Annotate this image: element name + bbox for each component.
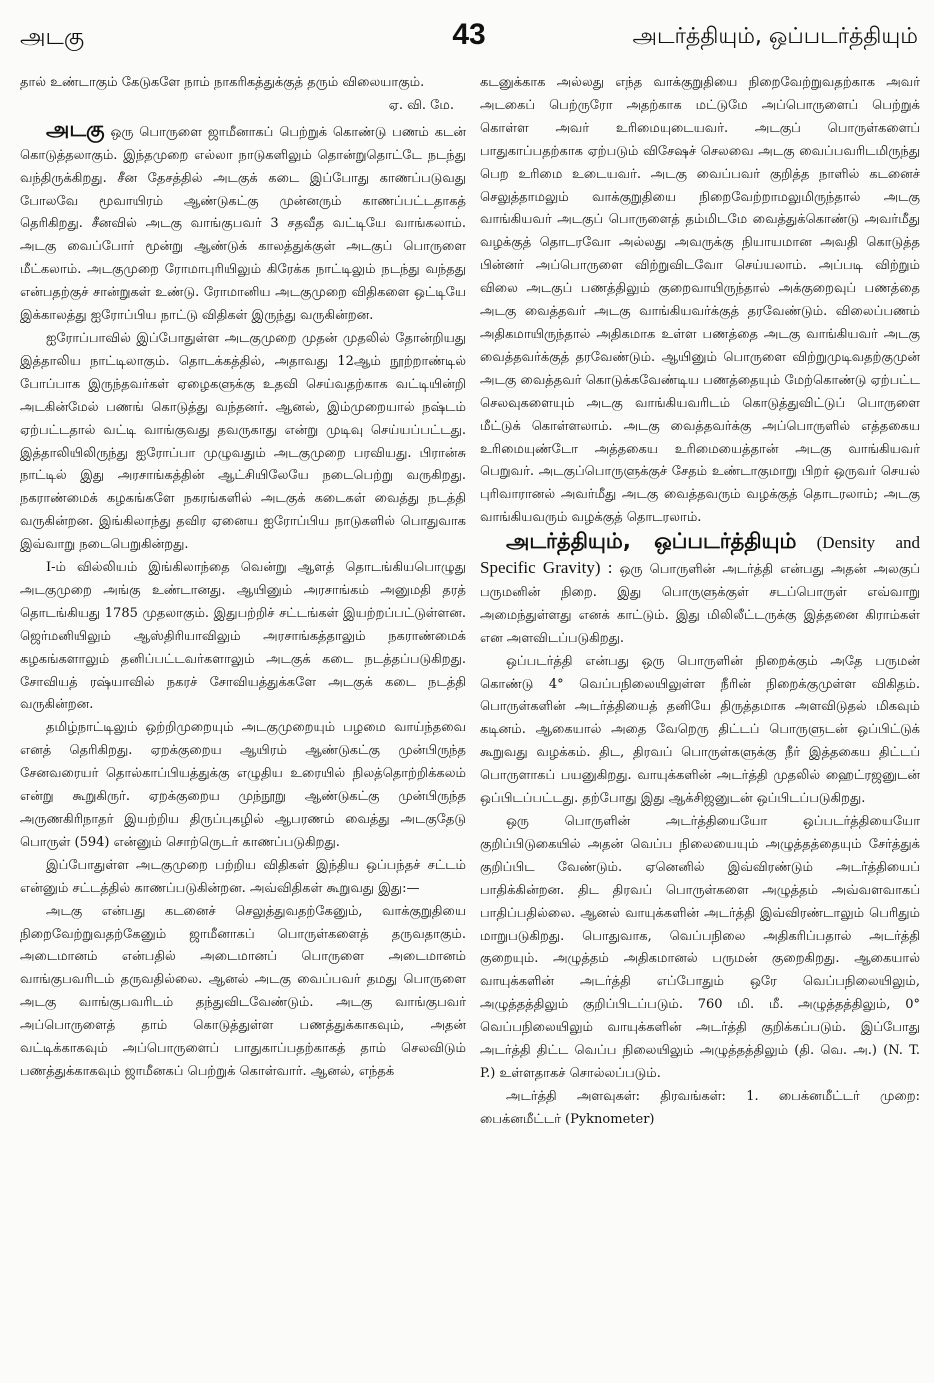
- paragraph: தமிழ்நாட்டிலும் ஒற்றிமுறையும் அடகுமுறையும் பழமை வாய்ந்தவை எனத் தெரிகிறது. ஏறக்குறைய ஆயிரம் ஆண்டுகட்கு முன்பிருந்த சேனவரையர் தொல்காப்பியத்துக்கு எழுதிய உரையில் நிலத்தொற்றிக்கலம் என்று கூறுகிருர். ஏறக்குறைய முந்நூறு ஆண்டுகட்கு முன்பிருந்த அருணகிரிநாதர் இயற்றிய திருப்புகழில் ஆபரணம் வைத்து அடகுதேடு பொருள் (594) என்னும் சொற்ருெடர் காணப்படுகிறது.: [20, 720, 466, 850]
- page-number: 43: [452, 18, 486, 51]
- header-right-keyword: அடர்த்தியும், ஒப்படர்த்தியும்: [632, 24, 918, 49]
- paragraph: அடர்த்தி அளவுகள்: திரவங்கள்: 1. பைக்னமீட்டர் முறை: பைக்னமீட்டர் (Pyknometer): [480, 1088, 920, 1127]
- entry-title-english: (Density and Specific Gravity) :: [480, 533, 920, 578]
- paragraph: ஒரு பொருளை ஜாமீனாகப் பெற்றுக் கொண்டு பணம் கடன் கொடுத்தலாகும். இந்தமுறை எல்லா நாடுகளிலும் தொன்றுதொட்டே நடந்து வந்திருக்கிறது. சீன தேசத்தில் அடகுக் கடை இப்போது காணப்படுவது போலவே மூவாயிரம் ஆண்டுகட்கு முன்னரும் காணப்பட்டதாகத் தெரிகிறது. சீனவில் அடகு வாங்குபவர் 3 சதவீத வட்டியே வாங்கலாம். அடகு வைப்போர் மூன்று ஆண்டுக் காலத்துக்குள் அடகுப் பொருளை மீட்கலாம். அடகுமுறை ரோமாபுரியிலும் கிரேக்க நாட்டிலும் நடந்து வந்தது என்பதற்குச் சான்றுகள் உண்டு. ரோமானிய அடகுமுறை விதிகளை ஒட்டியே இக்காலத்து ஐரோப்பிய நாட்டு விதிகள் இருந்து வருகின்றன.: [20, 124, 467, 324]
- left-column: [20, 72, 466, 1084]
- paragraph: கடனுக்காக அல்லது எந்த வாக்குறுதியை நிறைவேற்றுவதற்காக அவர் அடகைப் பெற்ருரோ அதற்காக மட்டுமே அப்பொருளைப் பெற்றுக் கொள்ள அவர் உரிமையுடையவர். அடகுப் பொருள்களைப் பாதுகாப்பதற்காக ஏற்படும் விசேஷச் செலவை அடகு வைப்பவரிடமிருந்து பெற உரிமை உடையவர். அடகு வைப்பவர் குறித்த நாளில் கடனைச் செலுத்தாமலும் வாக்குறுதியை நிறைவேற்றாமலுமிருந்தால் அடகு வாங்கியவர் அடகுப் பொருளைத் தம்மிடமே வைத்துக்கொண்டு அவர்மீது வழக்குத் தொடரவோ அல்லது அவருக்கு நியாயமான அவதி கொடுத்த பின்னர் அப்பொருளை விற்றுவிடவோ செய்யலாம். அப்படி விற்றும் விலை அடகுப் பணத்திலும் குறைவாயிருந்தால் அக்குறைவுப் பணத்தை அடகு வைத்தவர் அடகு வாங்கியவர்க்குத் தரவேண்டும். விலைப்பணம் அதிகமாயிருந்தால் அதிகமாக உள்ள பணத்தை அடகு வாங்கியவர் அடகு வைத்தவர்க்குத் தரவேண்டும். ஆயினும் பொருளை விற்றுமுடிவதற்குமுன் அடகு வைத்தவர் கொடுக்கவேண்டிய பணத்தையும் மேற்கொண்டு ஏற்பட்ட செலவுகளையும் அடகு வாங்கியவரிடம் கொடுத்துவிட்டுப் பொருளை மீட்டுக் கொள்ளலாம். அடகு வைத்தவர்க்கு அப்பொருளில் எத்தகைய உரிமையுண்டோ அத்தகைய உரிமையைத்தான் அடகு வாங்கியவர் பெறுவர். அடகுப்பொருளுக்குச் சேதம் உண்டாகுமாறு பிறர் ஒருவர் செயல் புரிவாரானல் அவர்மீது அடகு வைத்தவரும் வழக்குத் தொடரலாம்; அடகு வாங்கியவரும் வழக்குத் தொடரலாம்.: [480, 75, 920, 526]
- paragraph: ஒப்படர்த்தி என்பது ஒரு பொருளின் நிறைக்கும் அதே பருமன் கொண்டு 4° வெப்பநிலையிலுள்ள நீரின் நிறைக்குமுள்ள விகிதம். பொருள்களின் அடர்த்தியைத் தனியே திருத்தமாக அளவிடுதல் மிகவும் கடினம். ஆகையால் அதை வேறெரு திட்டப் பொருளுடன் ஒப்பிட்டுக் கூறுவது வழக்கம். திட, திரவப் பொருள்களுக்கு நீர் இத்தகைய திட்டப் பொருளாகப் பயனுகிறது. வாயுக்களின் அடர்த்தி முதலில் ஹைட்ரஜனுடன் ஒப்பிடப்பட்டது. தற்போது இது ஆக்சிஜனுடன் ஒப்பிடப்படுகிறது.: [480, 653, 920, 807]
- header-left-keyword: அடகு: [20, 24, 85, 50]
- author-initials: ஏ. வி. மே.: [388, 97, 454, 113]
- paragraph: இப்போதுள்ள அடகுமுறை பற்றிய விதிகள் இந்திய ஒப்பந்தச் சட்டம் என்னும் சட்டத்தில் காணப்படுகின்றன. அவ்விதிகள் கூறுவது இது:—: [20, 857, 466, 896]
- page-header: [20, 18, 918, 58]
- entry-title: அடர்த்தியும், ஒப்படர்த்தியும்: [506, 529, 797, 554]
- paragraph: தால் உண்டாகும் கேடுகளே நாம் நாகரிகத்துக்குத் தரும் விலையாகும்.: [20, 75, 425, 90]
- entry-adagu: [20, 118, 466, 328]
- right-column: [480, 72, 920, 1132]
- paragraph: ஒரு பொருளின் அடர்த்தி என்பது அதன் அலகுப் பருமனின் நிறை. இது பொருளுக்குள் சடப்பொருள் எவ்வாறு அமைந்துள்ளது எனக் காட்டும். இது மிலிலீட்டருக்கு இத்தனை கிராம்கள் என அளவிடப்படுகிறது.: [480, 562, 920, 646]
- entry-title: அடகு: [46, 116, 105, 141]
- paragraph: ஐரோப்பாவில் இப்போதுள்ள அடகுமுறை முதன் முதலில் தோன்றியது இத்தாலிய நாட்டிலாகும். தொடக்கத்தில், அதாவது 12ஆம் நூற்றாண்டில் போப்பாக இருந்தவர்கள் ஏழைகளுக்கு உதவி செய்வதற்காக வட்டியின்றி அடகின்மேல் பணங் கொடுத்து வந்தனர். ஆனல், இம்முறையால் நஷ்டம் ஏற்பட்டதால் வட்டி வாங்குவது தவருகாது என்று முடிவு செய்யப்பட்டது. இத்தாலியிலிருந்து ஐரோப்பா முழுவதும் அடகுமுறை பரவியது. பிரான்சு நாட்டில் இது அரசாங்கத்தின் ஆட்சியிலேயே நடைபெற்று வருகிறது. நகராண்மைக் கழகங்களே நகரங்களில் அடகுக் கடைகள் வைத்து நடத்தி வருகின்றன. இங்கிலாந்து தவிர ஏனைய ஐரோப்பிய நாடுகளில் பொதுவாக இவ்வாறு நடைபெறுகின்றது.: [20, 330, 466, 553]
- paragraph: அடகு என்பது கடனைச் செலுத்துவதற்கேனும், வாக்குறுதியை நிறைவேற்றுவதற்கேனும் ஜாமீனாகப் பொருள்களைத் தருவதாகும். அடைமானம் என்பதில் அடைமானப் பொருளை அடைமானம் வாங்குபவரிடம் தருவதில்லை. ஆனல் அடகு வைப்பவர் தமது பொருளை அடகு வாங்குபவரிடம் தந்துவிடவேண்டும். அடகு வாங்குபவர் அப்பொருளைத் தாம் கொடுத்துள்ள பணத்துக்காகவும், அதன் வட்டிக்காகவும் அப்பொருளைப் பாதுகாப்பதற்காகத் தாம் செலவிடும் பணத்துக்காகவும் ஜாமீனகப் பெற்றுக் கொள்வார். ஆனல், எந்தக்: [20, 903, 466, 1079]
- paragraph: ஒரு பொருளின் அடர்த்தியையோ ஒப்படர்த்தியையோ குறிப்பிடுகையில் அதன் வெப்ப நிலையையும் அழுத்தத்தையும் சேர்த்துக் குறிப்பிட வேண்டும். ஏனெனில் இவ்விரண்டும் அடர்த்தியைப் பாதிக்கின்றன. திட திரவப் பொருள்களை அழுத்தம் அவ்வளவாகப் பாதிப்பதில்லை. ஆனல் வாயுக்களின் அடர்த்தி இவ்விரண்டாலும் பெரிதும் மாறுபடுகிறது. பொதுவாக, வெப்பநிலை அதிகரிப்பதால் அடர்த்தி குறையும். அழுத்தம் அதிகமானல் பருமன் குறைகிறது. ஆகையால் வாயுக்களின் அடர்த்தி எப்போதும் ஒரே வெப்பநிலையிலும், அழுத்தத்திலும் குறிப்பிடப்படும். 760 மி. மீ. அழுத்தத்திலும், 0° வெப்பநிலையிலும் வாயுக்களின் அடர்த்தி குறிக்கப்படும். இப்போது அடர்த்தி திட்ட வெப்ப நிலையிலும் அழுத்தத்திலும் (தி. வெ. அ.) (N. T. P.) உள்ளதாகச் சொல்லப்படும்.: [480, 814, 920, 1081]
- entry-density: [480, 530, 920, 651]
- paragraph: I-ம் வில்லியம் இங்கிலாந்தை வென்று ஆளத் தொடங்கியபொழுது அடகுமுறை அங்கு உண்டானது. ஆயினும் அரசாங்கம் அனுமதி தரத் தொடங்கியது 1785 முதலாகும். இதுபற்றிச் சட்டங்கள் இயற்றப்பட்டுள்ளன. ஜெர்மனியிலும் ஆஸ்திரியாவிலும் அரசாங்கத்தாலும் நகராண்மைக் கழகங்களாலும் தனிப்பட்டவர்களாலும் அடகுக் கடை நடத்தப்படுகிறது. சோவியத் ரஷ்யாவில் நகரச் சோவியத்துக்களே அடகுக் கடை நடத்தி வருகின்றன.: [20, 560, 466, 713]
